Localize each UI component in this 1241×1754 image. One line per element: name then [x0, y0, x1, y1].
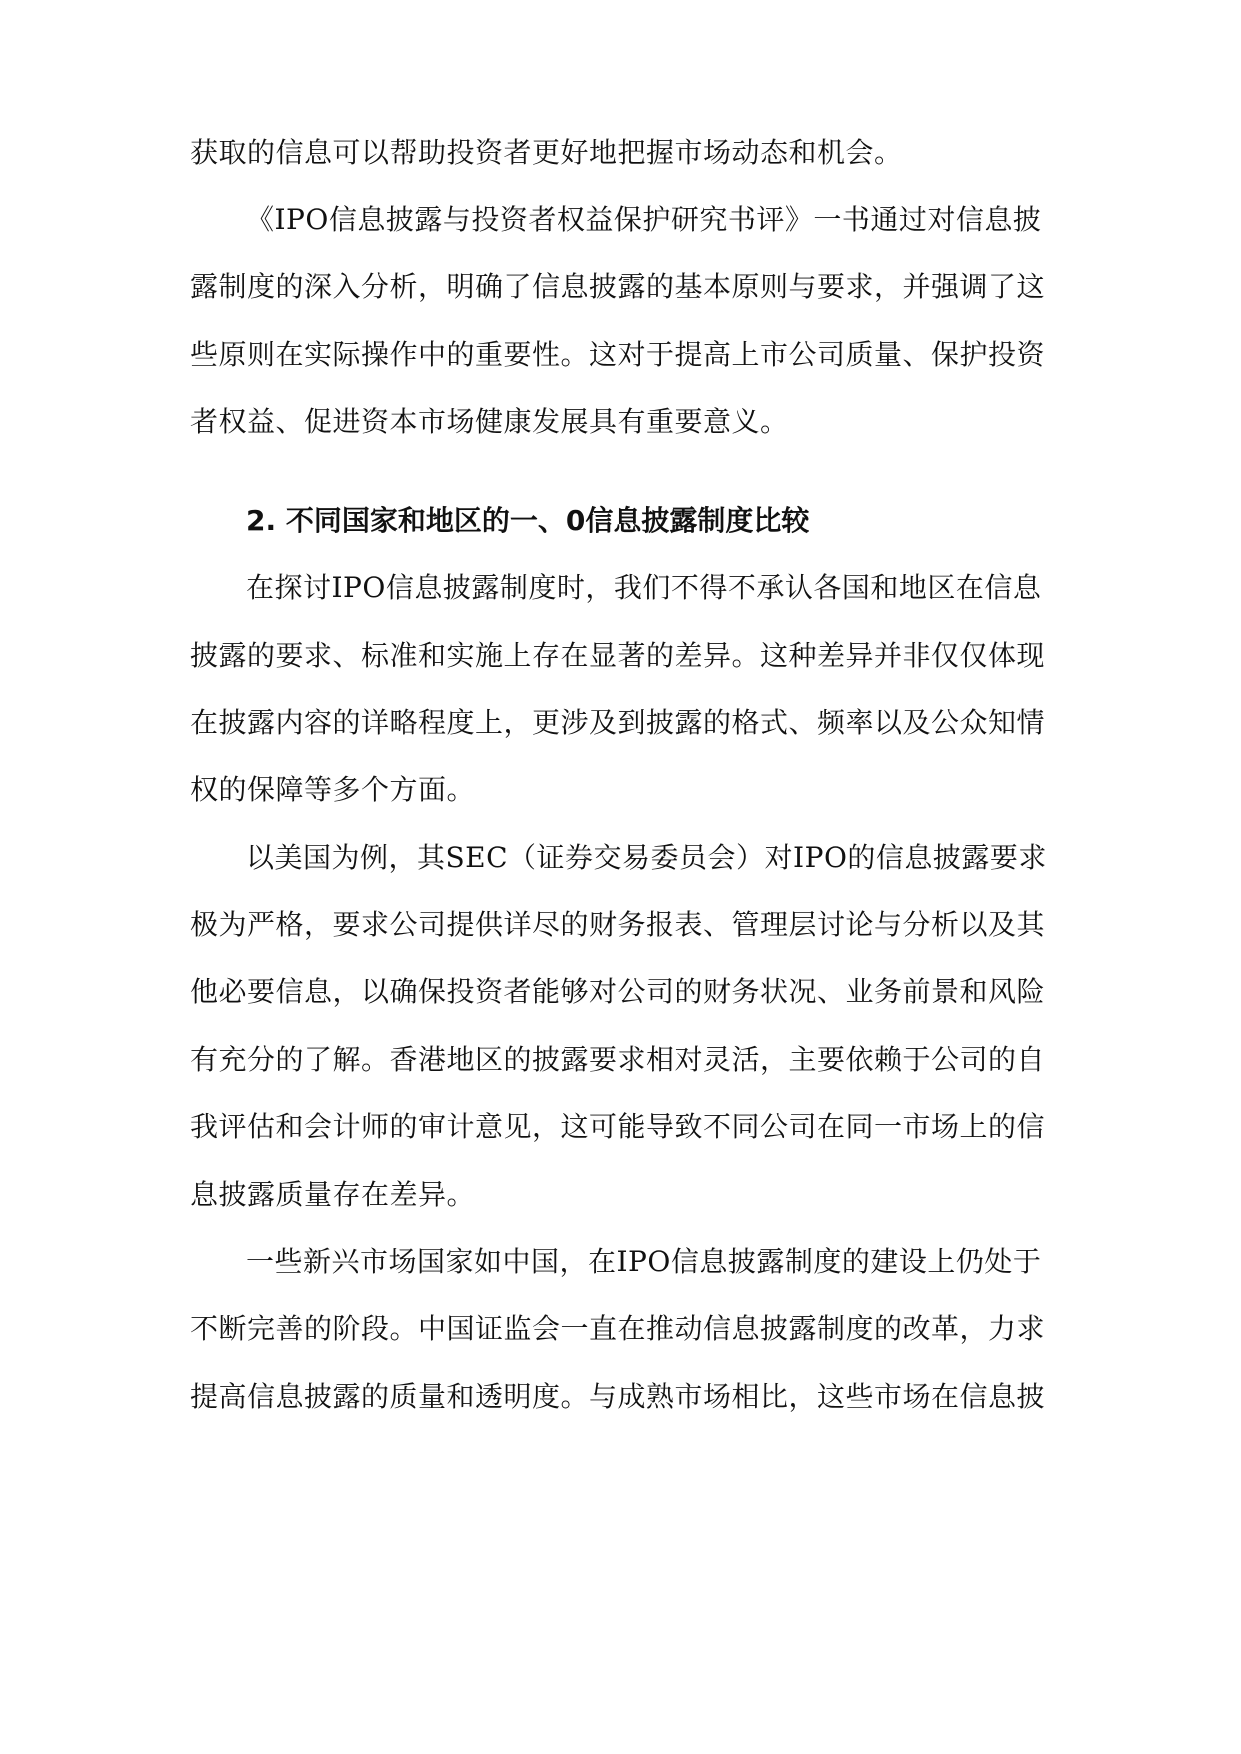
text-line: 获取的信息可以帮助投资者更好地把握市场动态和机会。: [190, 136, 903, 169]
text-line: 息披露质量存在差异。: [190, 1178, 476, 1211]
text-line: 他必要信息，以确保投资者能够对公司的财务状况、业务前景和风险: [190, 975, 1046, 1008]
text-line: 一些新兴市场国家如中国，在IPO信息披露制度的建设上仍处于: [246, 1245, 1042, 1278]
text-line: 提高信息披露的质量和透明度。与成熟市场相比，这些市场在信息披: [190, 1380, 1046, 1413]
text-line: 者权益、促进资本市场健康发展具有重要意义。: [190, 405, 789, 438]
section-heading: 2. 不同国家和地区的一、0信息披露制度比较: [246, 504, 810, 537]
text-line: 披露的要求、标准和实施上存在显著的差异。这种差异并非仅仅体现: [190, 639, 1046, 672]
text-line: 些原则在实际操作中的重要性。这对于提高上市公司质量、保护投资: [190, 338, 1046, 371]
text-line: 有充分的了解。香港地区的披露要求相对灵活，主要依赖于公司的自: [190, 1043, 1046, 1076]
text-line: 《IPO信息披露与投资者权益保护研究书评》一书通过对信息披: [246, 203, 1042, 236]
text-line: 在披露内容的详略程度上，更涉及到披露的格式、频率以及公众知情: [190, 706, 1046, 739]
text-line: 我评估和会计师的审计意见，这可能导致不同公司在同一市场上的信: [190, 1110, 1046, 1143]
text-line: 权的保障等多个方面。: [190, 773, 476, 806]
text-line: 以美国为例，其SEC（证券交易委员会）对IPO的信息披露要求: [246, 841, 1047, 874]
text-line: 极为严格，要求公司提供详尽的财务报表、管理层讨论与分析以及其: [190, 908, 1046, 941]
text-line: 在探讨IPO信息披露制度时，我们不得不承认各国和地区在信息: [246, 571, 1042, 604]
text-line: 不断完善的阶段。中国证监会一直在推动信息披露制度的改革，力求: [190, 1312, 1046, 1345]
text-line: 露制度的深入分析，明确了信息披露的基本原则与要求，并强调了这: [190, 270, 1046, 303]
